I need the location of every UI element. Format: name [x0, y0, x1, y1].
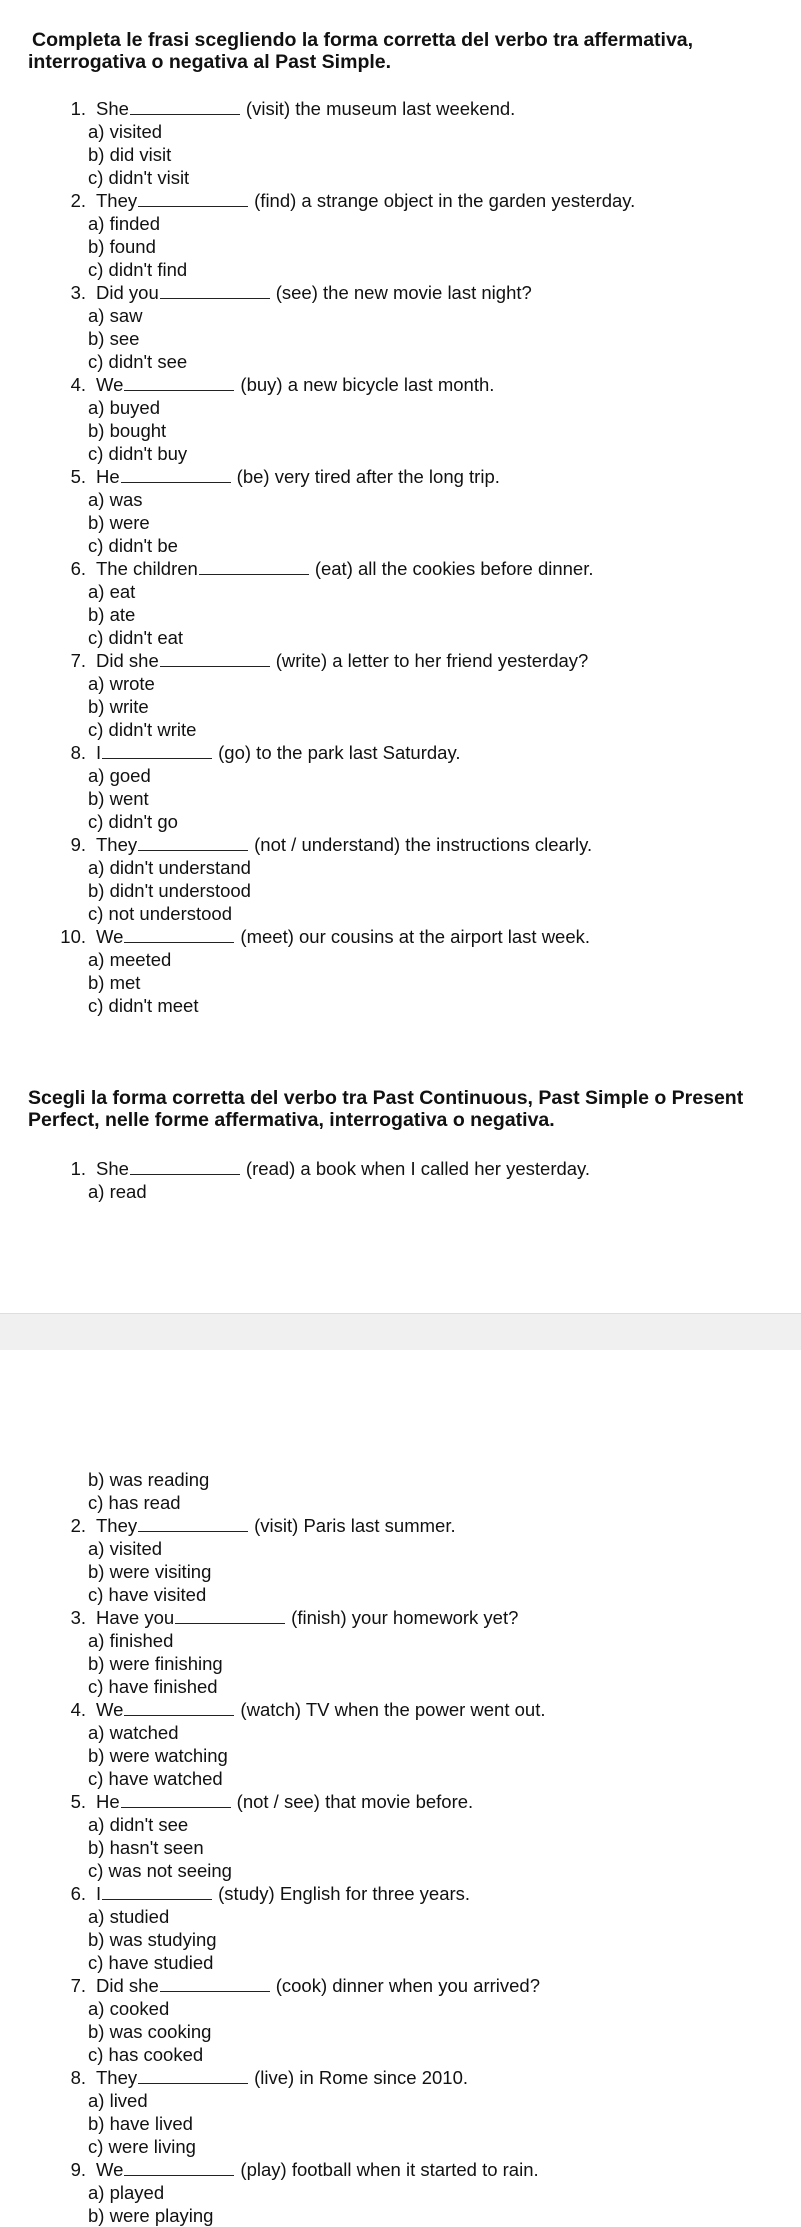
question-text-before: They [96, 834, 138, 855]
question [54, 2067, 468, 2089]
section1-title-line1: Completa le frasi scegliendo la forma corretta del verbo tra affermativa, [32, 29, 694, 51]
answer-option[interactable]: c) have watched [88, 1768, 223, 1789]
answer-blank[interactable] [160, 283, 270, 299]
answer-blank[interactable] [138, 2068, 248, 2084]
question-text-before: We [96, 1699, 124, 1720]
question-number: 5. [70, 466, 86, 487]
answer-option[interactable]: a) watched [88, 1722, 179, 1743]
question-text-after: (meet) our cousins at the airport last week. [240, 926, 591, 947]
question-text-before: We [96, 2159, 124, 2180]
question [54, 1791, 473, 1813]
answer-blank[interactable] [124, 1700, 234, 1716]
question-text-after: (go) to the park last Saturday. [218, 742, 461, 763]
question [54, 374, 494, 396]
question-text-after: (write) a letter to her friend yesterday? [275, 650, 589, 671]
page-break [0, 1313, 801, 1350]
answer-option[interactable]: a) finished [88, 1630, 174, 1651]
answer-option[interactable]: a) lived [88, 2090, 148, 2111]
question-number: 4. [70, 1699, 86, 1720]
question-number: 7. [70, 650, 86, 671]
answer-blank[interactable] [124, 927, 234, 943]
answer-option[interactable]: b) did visit [88, 144, 172, 165]
answer-option[interactable]: b) see [88, 328, 140, 349]
answer-blank[interactable] [102, 1884, 212, 1900]
question-number: 8. [70, 742, 86, 763]
question-number: 4. [70, 374, 86, 395]
answer-option[interactable]: c) didn't find [88, 259, 188, 280]
answer-option[interactable]: c) didn't meet [88, 995, 199, 1016]
section1-title-line2: interrogativa o negativa al Past Simple. [28, 51, 392, 73]
question-number: 6. [70, 1883, 86, 1904]
question-text-before: They [96, 1515, 138, 1536]
answer-option[interactable]: a) eat [88, 581, 136, 602]
answer-option[interactable]: a) saw [88, 305, 143, 326]
question-text-after: (be) very tired after the long trip. [236, 466, 500, 487]
question-text-before: Did she [96, 1975, 159, 1996]
question [54, 926, 590, 948]
question [54, 558, 594, 580]
answer-option[interactable]: c) was not seeing [88, 1860, 232, 1881]
answer-option[interactable]: a) visited [88, 121, 163, 142]
answer-option[interactable]: a) visited [88, 1538, 163, 1559]
question-text-after: (study) English for three years. [218, 1883, 471, 1904]
answer-option[interactable]: c) didn't see [88, 351, 188, 372]
answer-blank[interactable] [138, 1516, 248, 1532]
answer-option[interactable]: a) read [88, 1181, 147, 1202]
answer-option[interactable]: c) didn't visit [88, 167, 190, 188]
answer-blank[interactable] [175, 1608, 285, 1624]
answer-blank[interactable] [121, 1792, 231, 1808]
question-number: 6. [70, 558, 86, 579]
question [54, 190, 635, 212]
answer-option[interactable]: b) ate [88, 604, 136, 625]
answer-option[interactable]: a) finded [88, 213, 160, 234]
answer-option[interactable]: b) have lived [88, 2113, 193, 2134]
answer-option[interactable]: b) bought [88, 420, 167, 441]
question [54, 2159, 539, 2181]
question-text-before: He [96, 1791, 120, 1812]
question [54, 1699, 545, 1721]
answer-option[interactable]: c) have finished [88, 1676, 218, 1697]
question-text-after: (eat) all the cookies before dinner. [314, 558, 594, 579]
question-text-after: (find) a strange object in the garden yesterday. [254, 190, 636, 211]
answer-option[interactable]: b) went [88, 788, 149, 809]
question-text-before: Have you [96, 1607, 175, 1628]
answer-option[interactable]: c) didn't be [88, 535, 178, 556]
answer-option[interactable]: b) were playing [88, 2205, 214, 2226]
question-text-after: (see) the new movie last night? [275, 282, 532, 303]
question-text-after: (finish) your homework yet? [291, 1607, 519, 1628]
question-text-after: (live) in Rome since 2010. [254, 2067, 469, 2088]
section1-title [28, 29, 778, 73]
answer-blank[interactable] [138, 835, 248, 851]
question [54, 1515, 456, 1537]
answer-option[interactable]: c) didn't eat [88, 627, 184, 648]
section2-title-line1: Scegli la forma corretta del verbo tra Past Continuous, Past Simple o Present [28, 1087, 744, 1109]
answer-blank[interactable] [160, 1976, 270, 1992]
question-number: 3. [70, 1607, 86, 1628]
question-number: 9. [70, 834, 86, 855]
question-number: 1. [70, 1158, 86, 1179]
question-text-after: (not / see) that movie before. [236, 1791, 474, 1812]
question [54, 1158, 590, 1180]
answer-option[interactable]: a) buyed [88, 397, 160, 418]
question-text-before: He [96, 466, 120, 487]
answer-option[interactable]: a) meeted [88, 949, 172, 970]
question-number: 10. [60, 926, 86, 947]
answer-option[interactable]: a) goed [88, 765, 151, 786]
question-text-before: She [96, 98, 129, 119]
question-number: 3. [70, 282, 86, 303]
question-text-before: I [96, 742, 102, 763]
question-number: 2. [70, 1515, 86, 1536]
answer-blank[interactable] [130, 99, 240, 115]
question-text-after: (visit) the museum last weekend. [245, 98, 516, 119]
answer-option[interactable]: c) has read [88, 1492, 181, 1513]
answer-blank[interactable] [130, 1159, 240, 1175]
answer-option[interactable]: c) didn't go [88, 811, 178, 832]
question-text-after: (read) a book when I called her yesterday. [245, 1158, 591, 1179]
answer-option[interactable]: b) hasn't seen [88, 1837, 204, 1858]
question-text-after: (watch) TV when the power went out. [240, 1699, 546, 1720]
question [54, 98, 515, 120]
question [54, 282, 532, 304]
answer-option[interactable]: b) was cooking [88, 2021, 212, 2042]
question [54, 1883, 470, 1905]
question-text-after: (cook) dinner when you arrived? [275, 1975, 541, 1996]
question-text-after: (visit) Paris last summer. [254, 1515, 456, 1536]
answer-option[interactable]: b) was reading [88, 1469, 210, 1490]
question-number: 5. [70, 1791, 86, 1812]
answer-option[interactable]: a) was [88, 489, 143, 510]
section2-title [28, 1087, 778, 1131]
answer-option[interactable]: c) didn't buy [88, 443, 188, 464]
answer-option[interactable]: a) studied [88, 1906, 170, 1927]
question-text-before: They [96, 190, 138, 211]
question-number: 7. [70, 1975, 86, 1996]
answer-option[interactable]: c) have visited [88, 1584, 207, 1605]
answer-option[interactable]: b) were [88, 512, 150, 533]
question-text-before: She [96, 1158, 129, 1179]
answer-option[interactable]: c) not understood [88, 903, 232, 924]
question-text-before: I [96, 1883, 102, 1904]
question-text-after: (play) football when it started to rain. [240, 2159, 539, 2180]
answer-blank[interactable] [199, 559, 309, 575]
question [54, 650, 588, 672]
answer-blank[interactable] [138, 191, 248, 207]
question-number: 8. [70, 2067, 86, 2088]
question-number: 1. [70, 98, 86, 119]
question [54, 1607, 518, 1629]
answer-option[interactable]: b) were watching [88, 1745, 228, 1766]
answer-blank[interactable] [124, 375, 234, 391]
question-number: 2. [70, 190, 86, 211]
answer-option[interactable]: c) have studied [88, 1952, 214, 1973]
answer-blank[interactable] [160, 651, 270, 667]
answer-option[interactable]: b) write [88, 696, 149, 717]
question-text-before: We [96, 926, 124, 947]
answer-blank[interactable] [124, 2160, 234, 2176]
question-text-before: Did she [96, 650, 159, 671]
answer-option[interactable]: c) has cooked [88, 2044, 204, 2065]
question [54, 1975, 540, 1997]
answer-option[interactable]: a) didn't see [88, 1814, 189, 1835]
section2-title-line2: Perfect, nelle forme affermativa, interrogativa o negativa. [28, 1109, 555, 1131]
question-text-before: They [96, 2067, 138, 2088]
question-text-after: (not / understand) the instructions clearly. [254, 834, 593, 855]
answer-option[interactable]: c) didn't write [88, 719, 197, 740]
question [54, 466, 500, 488]
answer-option[interactable]: c) were living [88, 2136, 196, 2157]
question-text-before: The children [96, 558, 198, 579]
answer-option[interactable]: b) were finishing [88, 1653, 223, 1674]
question [54, 834, 592, 856]
question-text-after: (buy) a new bicycle last month. [240, 374, 495, 395]
answer-blank[interactable] [102, 743, 212, 759]
answer-option[interactable]: b) were visiting [88, 1561, 212, 1582]
answer-blank[interactable] [121, 467, 231, 483]
question [54, 742, 460, 764]
answer-option[interactable]: b) met [88, 972, 141, 993]
question-number: 9. [70, 2159, 86, 2180]
question-text-before: Did you [96, 282, 159, 303]
answer-option[interactable]: b) found [88, 236, 156, 257]
question-text-before: We [96, 374, 124, 395]
answer-option[interactable]: a) played [88, 2182, 165, 2203]
answer-option[interactable]: a) cooked [88, 1998, 170, 2019]
answer-option[interactable]: b) was studying [88, 1929, 217, 1950]
answer-option[interactable]: a) wrote [88, 673, 155, 694]
answer-option[interactable]: b) didn't understood [88, 880, 251, 901]
answer-option[interactable]: a) didn't understand [88, 857, 251, 878]
